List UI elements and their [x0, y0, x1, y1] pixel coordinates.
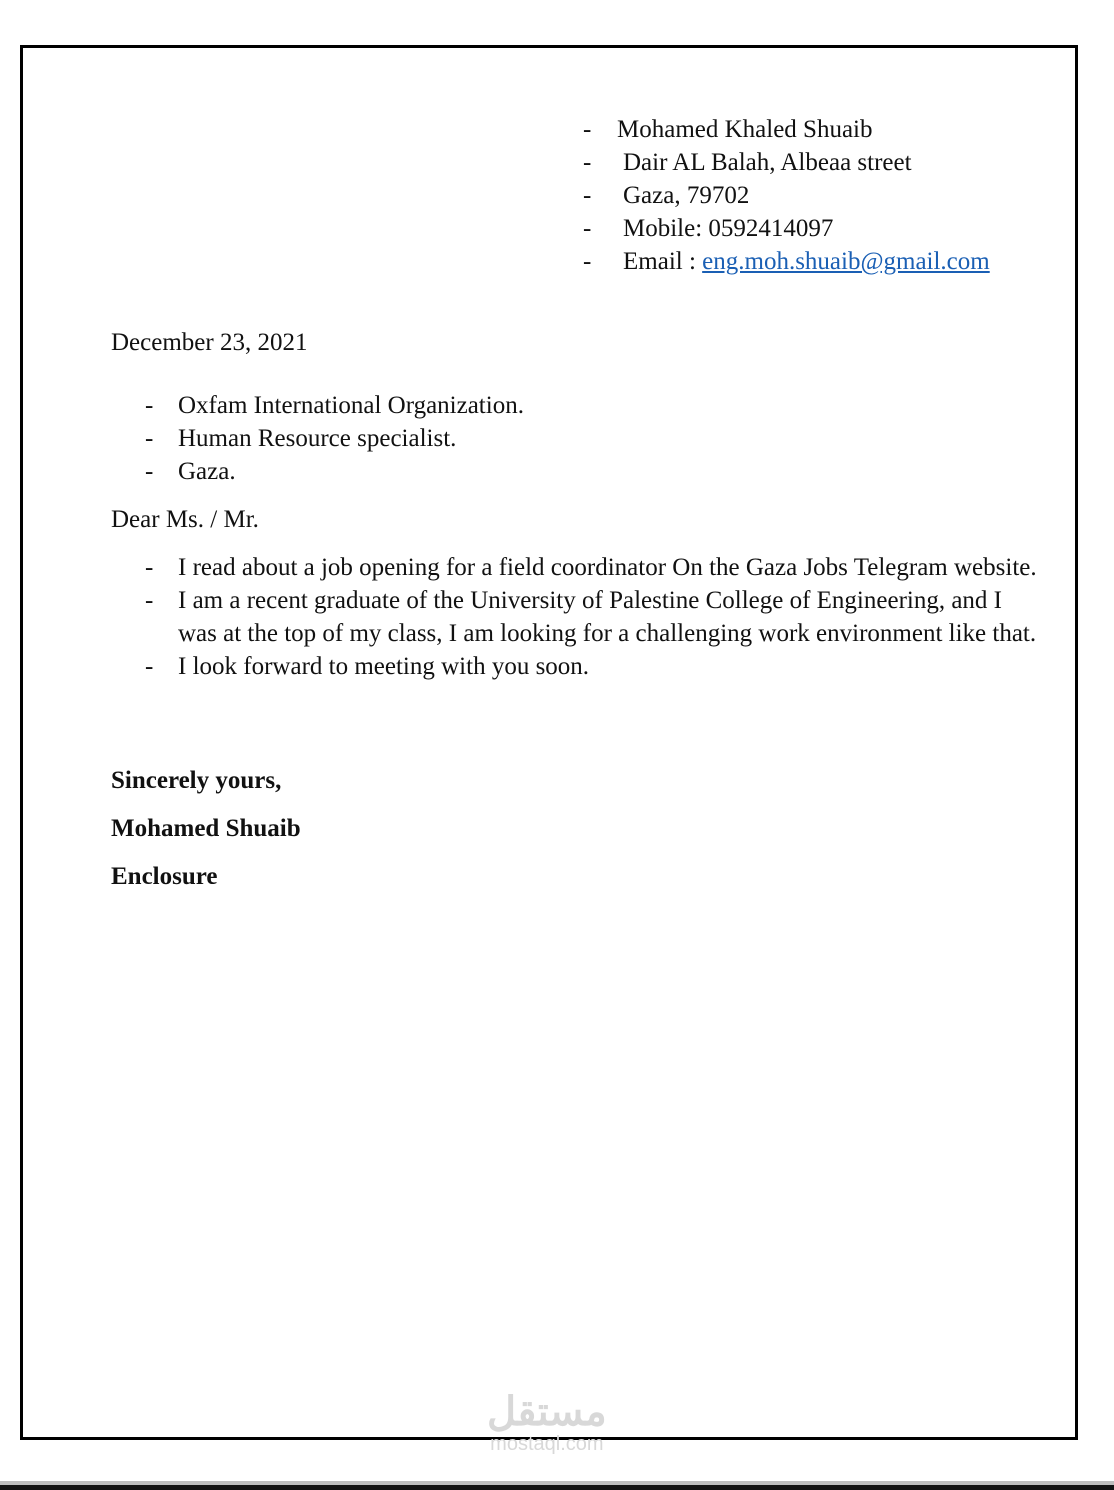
recipient-organization: Oxfam International Organization.	[178, 392, 524, 419]
watermark-arabic: مستقل	[487, 1390, 607, 1434]
body-paragraph: I read about a job opening for a field coordinator On the Gaza Jobs Telegram website.	[178, 554, 1037, 581]
list-item	[145, 650, 1045, 683]
bullet: -	[145, 653, 154, 680]
list-item	[145, 551, 1045, 584]
sender-address: Dair AL Balah, Albeaa street	[623, 149, 912, 176]
letter-date: December 23, 2021	[111, 329, 308, 356]
email-label: Email :	[623, 248, 703, 275]
bullet: -	[145, 392, 154, 419]
bottom-bar	[0, 1485, 1114, 1490]
bullet: -	[583, 116, 592, 143]
watermark-latin: mostaql.com	[490, 1433, 604, 1455]
closing: Sincerely yours,	[111, 767, 282, 794]
body-paragraph: I am a recent graduate of the University of Palestine College of Engineering, and I was at the top of my class, I am looking for a challenging work environment like that.	[178, 587, 1037, 647]
bullet: -	[583, 215, 592, 242]
list-item	[145, 422, 1045, 455]
bullet: -	[145, 458, 154, 485]
sender-email-line	[623, 245, 990, 278]
signature: Mohamed Shuaib	[111, 815, 301, 842]
sender-mobile: Mobile: 0592414097	[623, 215, 834, 242]
bullet: -	[145, 425, 154, 452]
watermark-logo	[487, 1390, 607, 1454]
salutation: Dear Ms. / Mr.	[111, 506, 259, 533]
list-item	[145, 455, 1045, 488]
body-paragraph: I look forward to meeting with you soon.	[178, 653, 590, 680]
sender-city: Gaza, 79702	[623, 182, 750, 209]
recipient-list	[145, 389, 1045, 488]
bullet: -	[583, 182, 592, 209]
body-list	[145, 551, 1045, 683]
sender-name: Mohamed Khaled Shuaib	[617, 116, 873, 143]
recipient-title: Human Resource specialist.	[178, 425, 457, 452]
bullet: -	[583, 248, 592, 275]
recipient-city: Gaza.	[178, 458, 236, 485]
bullet: -	[583, 149, 592, 176]
email-link[interactable]: eng.moh.shuaib@gmail.com	[702, 248, 990, 275]
bullet: -	[145, 554, 154, 581]
list-item	[145, 389, 1045, 422]
bullet: -	[145, 587, 154, 614]
list-item	[145, 584, 1045, 650]
enclosure: Enclosure	[111, 863, 218, 890]
